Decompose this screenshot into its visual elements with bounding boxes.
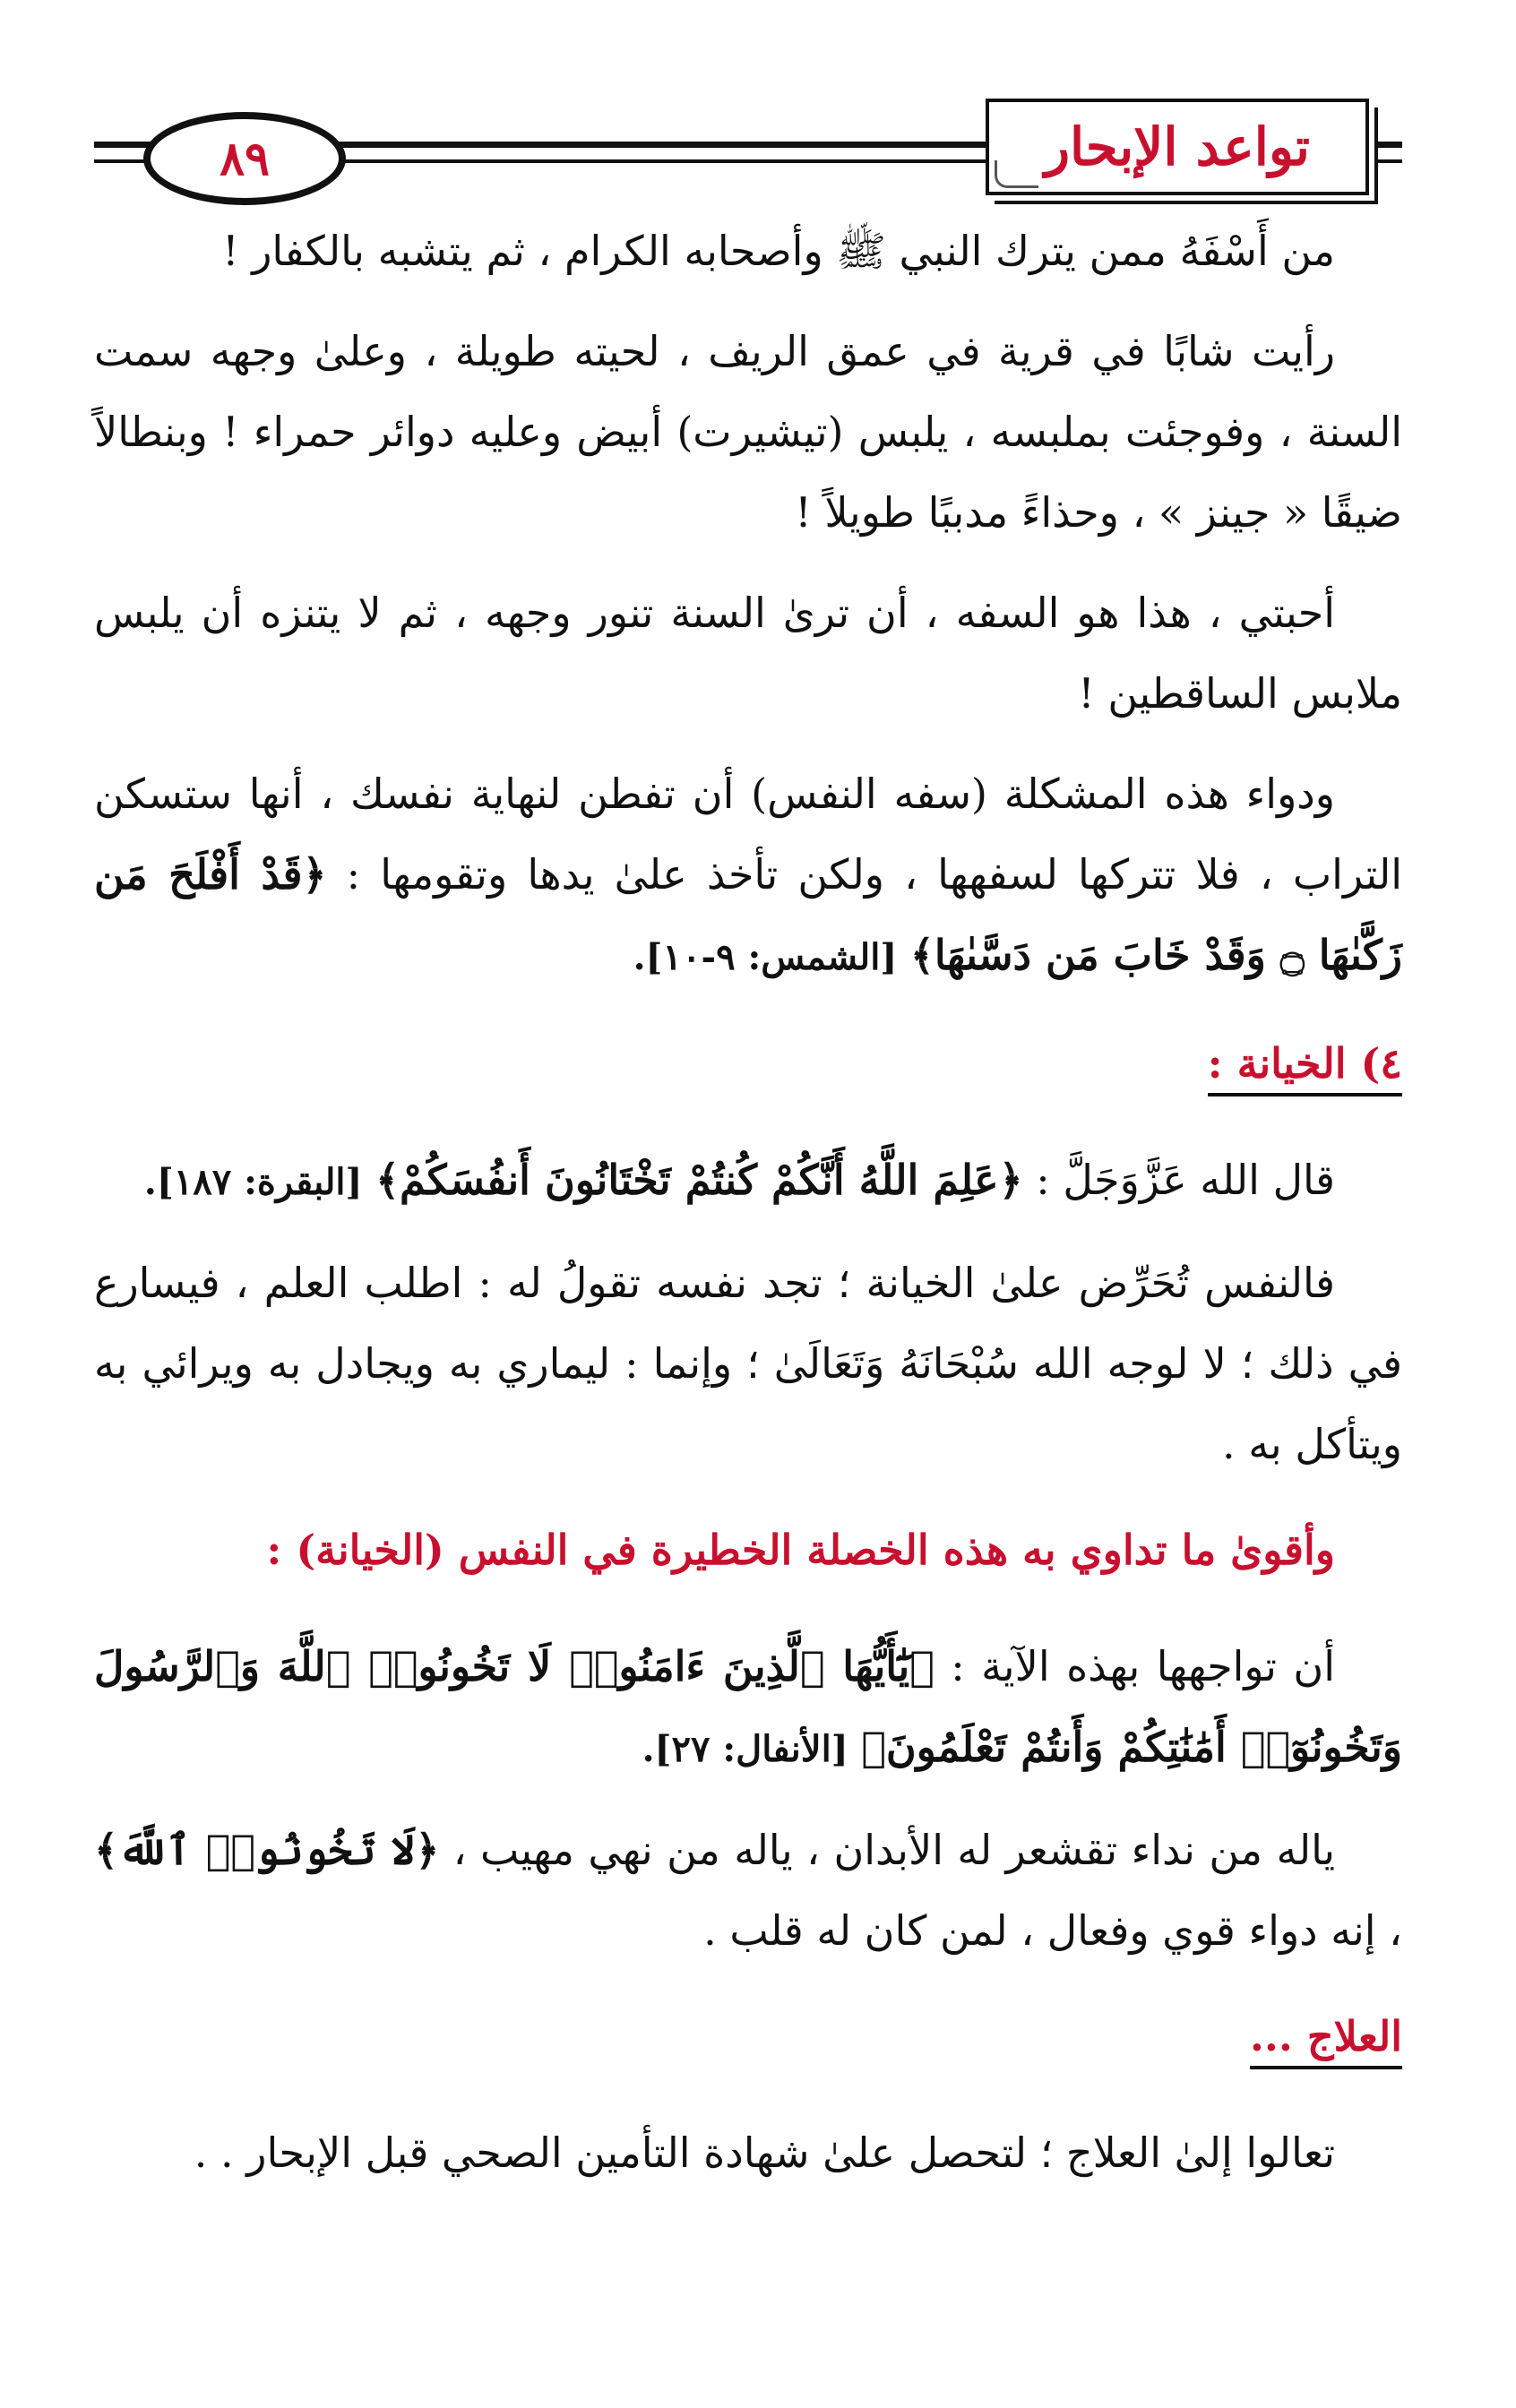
- running-title: تواعد الإبحار: [1045, 116, 1310, 177]
- page-header: [0, 0, 1516, 206]
- paragraph-8-text-b: ، إنه دواء قوي وفعال ، لمن كان له قلب .: [703, 1906, 1402, 1955]
- quran-verse-anfal: ﴿يَٰٓأَيُّهَا ٱلَّذِينَ ءَامَنُوا۟ لَا تَخُونُوا۟ ٱللَّهَ وَٱلرَّسُولَ وَتَخُونُوٓا۟ أَمَٰنَٰتِكُمْ وَأَنتُمْ تَعْلَمُونَ﴾: [94, 1642, 1402, 1771]
- running-title-box: [986, 99, 1369, 195]
- section-heading-khiyana: ٤) الخيانة :: [94, 1023, 1402, 1104]
- section-heading-ilaj: العلاج ...: [94, 1996, 1402, 2077]
- paragraph-4: [94, 753, 1402, 998]
- quran-verse-shams: ﴿قَدْ أَفْلَحَ مَن زَكَّىٰهَا ۝ وَقَدْ خَابَ مَن دَسَّىٰهَا﴾: [94, 850, 1402, 979]
- page-body: [94, 211, 1402, 2213]
- quran-verse-baqara: ﴿عَلِمَ اللَّهُ أَنَّكُمْ كُنتُمْ تَخْتَانُونَ أَنفُسَكُمْ﴾: [375, 1156, 1023, 1204]
- paragraph-8: [94, 1810, 1402, 1971]
- paragraph-5-text: قال الله عَزَّوَجَلَّ :: [1036, 1156, 1335, 1204]
- paragraph-2: رأيت شابًا في قرية في عمق الريف ، لحيته طويلة ، وعلىٰ وجهه سمت السنة ، وفوجئت بملبسه ، يلبس (تيشيرت) أبيض وعليه دوائر حمراء ! وبنطالاً ضيقًا « جينز » ، وحذاءً مدببًا طويلاً !: [94, 327, 1402, 537]
- paragraph-9: تعالوا إلىٰ العلاج ؛ لتحصل علىٰ شهادة التأمين الصحي قبل الإبحار . .: [194, 2128, 1335, 2177]
- verse-reference-anfal: [الأنفال: ٢٧].: [642, 1728, 848, 1770]
- paragraph-7: [94, 1626, 1402, 1790]
- subheading-remedy: وأقوىٰ ما تداوي به هذه الخصلة الخطيرة في النفس (الخيانة) :: [266, 1526, 1335, 1574]
- page-number-oval: [143, 112, 346, 205]
- paragraph-3: أحبتي ، هذا هو السفه ، أن ترىٰ السنة تنور وجهه ، ثم لا يتنزه أن يلبس ملابس الساقطين !: [94, 589, 1402, 718]
- paragraph-5: [94, 1140, 1402, 1223]
- ornament-corner-icon: [995, 160, 1038, 188]
- paragraph-4-text: ودواء هذه المشكلة (سفه النفس) أن تفطن لنهاية نفسك ، أنها ستسكن التراب ، فلا تتركها لسفهها ، ولكن تأخذ علىٰ يدها وتقومها :: [94, 770, 1403, 899]
- paragraph-1: من أَسْفَهُ ممن يترك النبي ﷺ وأصحابه الكرام ، ثم يتشبه بالكفار !: [222, 227, 1335, 275]
- quran-verse-short: ﴿لَا تَخُونُوا۟ ٱللَّهَ﴾: [94, 1826, 440, 1874]
- page-number: ٨٩: [220, 131, 270, 186]
- paragraph-7-text: أن تواجهها بهذه الآية :: [951, 1642, 1335, 1690]
- paragraph-6: فالنفس تُحَرِّض علىٰ الخيانة ؛ تجد نفسه تقولُ له : اطلب العلم ، فيسارع في ذلك ؛ لا لوجه الله سُبْحَانَهُ وَتَعَالَىٰ ؛ وإنما : ليماري به ويجادل به ويرائي به ويتأكل به .: [94, 1259, 1402, 1468]
- verse-reference-shams: [الشمس: ٩-١٠].: [633, 936, 898, 978]
- paragraph-8-text-a: ياله من نداء تقشعر له الأبدان ، ياله من نهي مهيب ،: [452, 1826, 1335, 1874]
- verse-reference-baqara: [البقرة: ١٨٧].: [143, 1161, 363, 1203]
